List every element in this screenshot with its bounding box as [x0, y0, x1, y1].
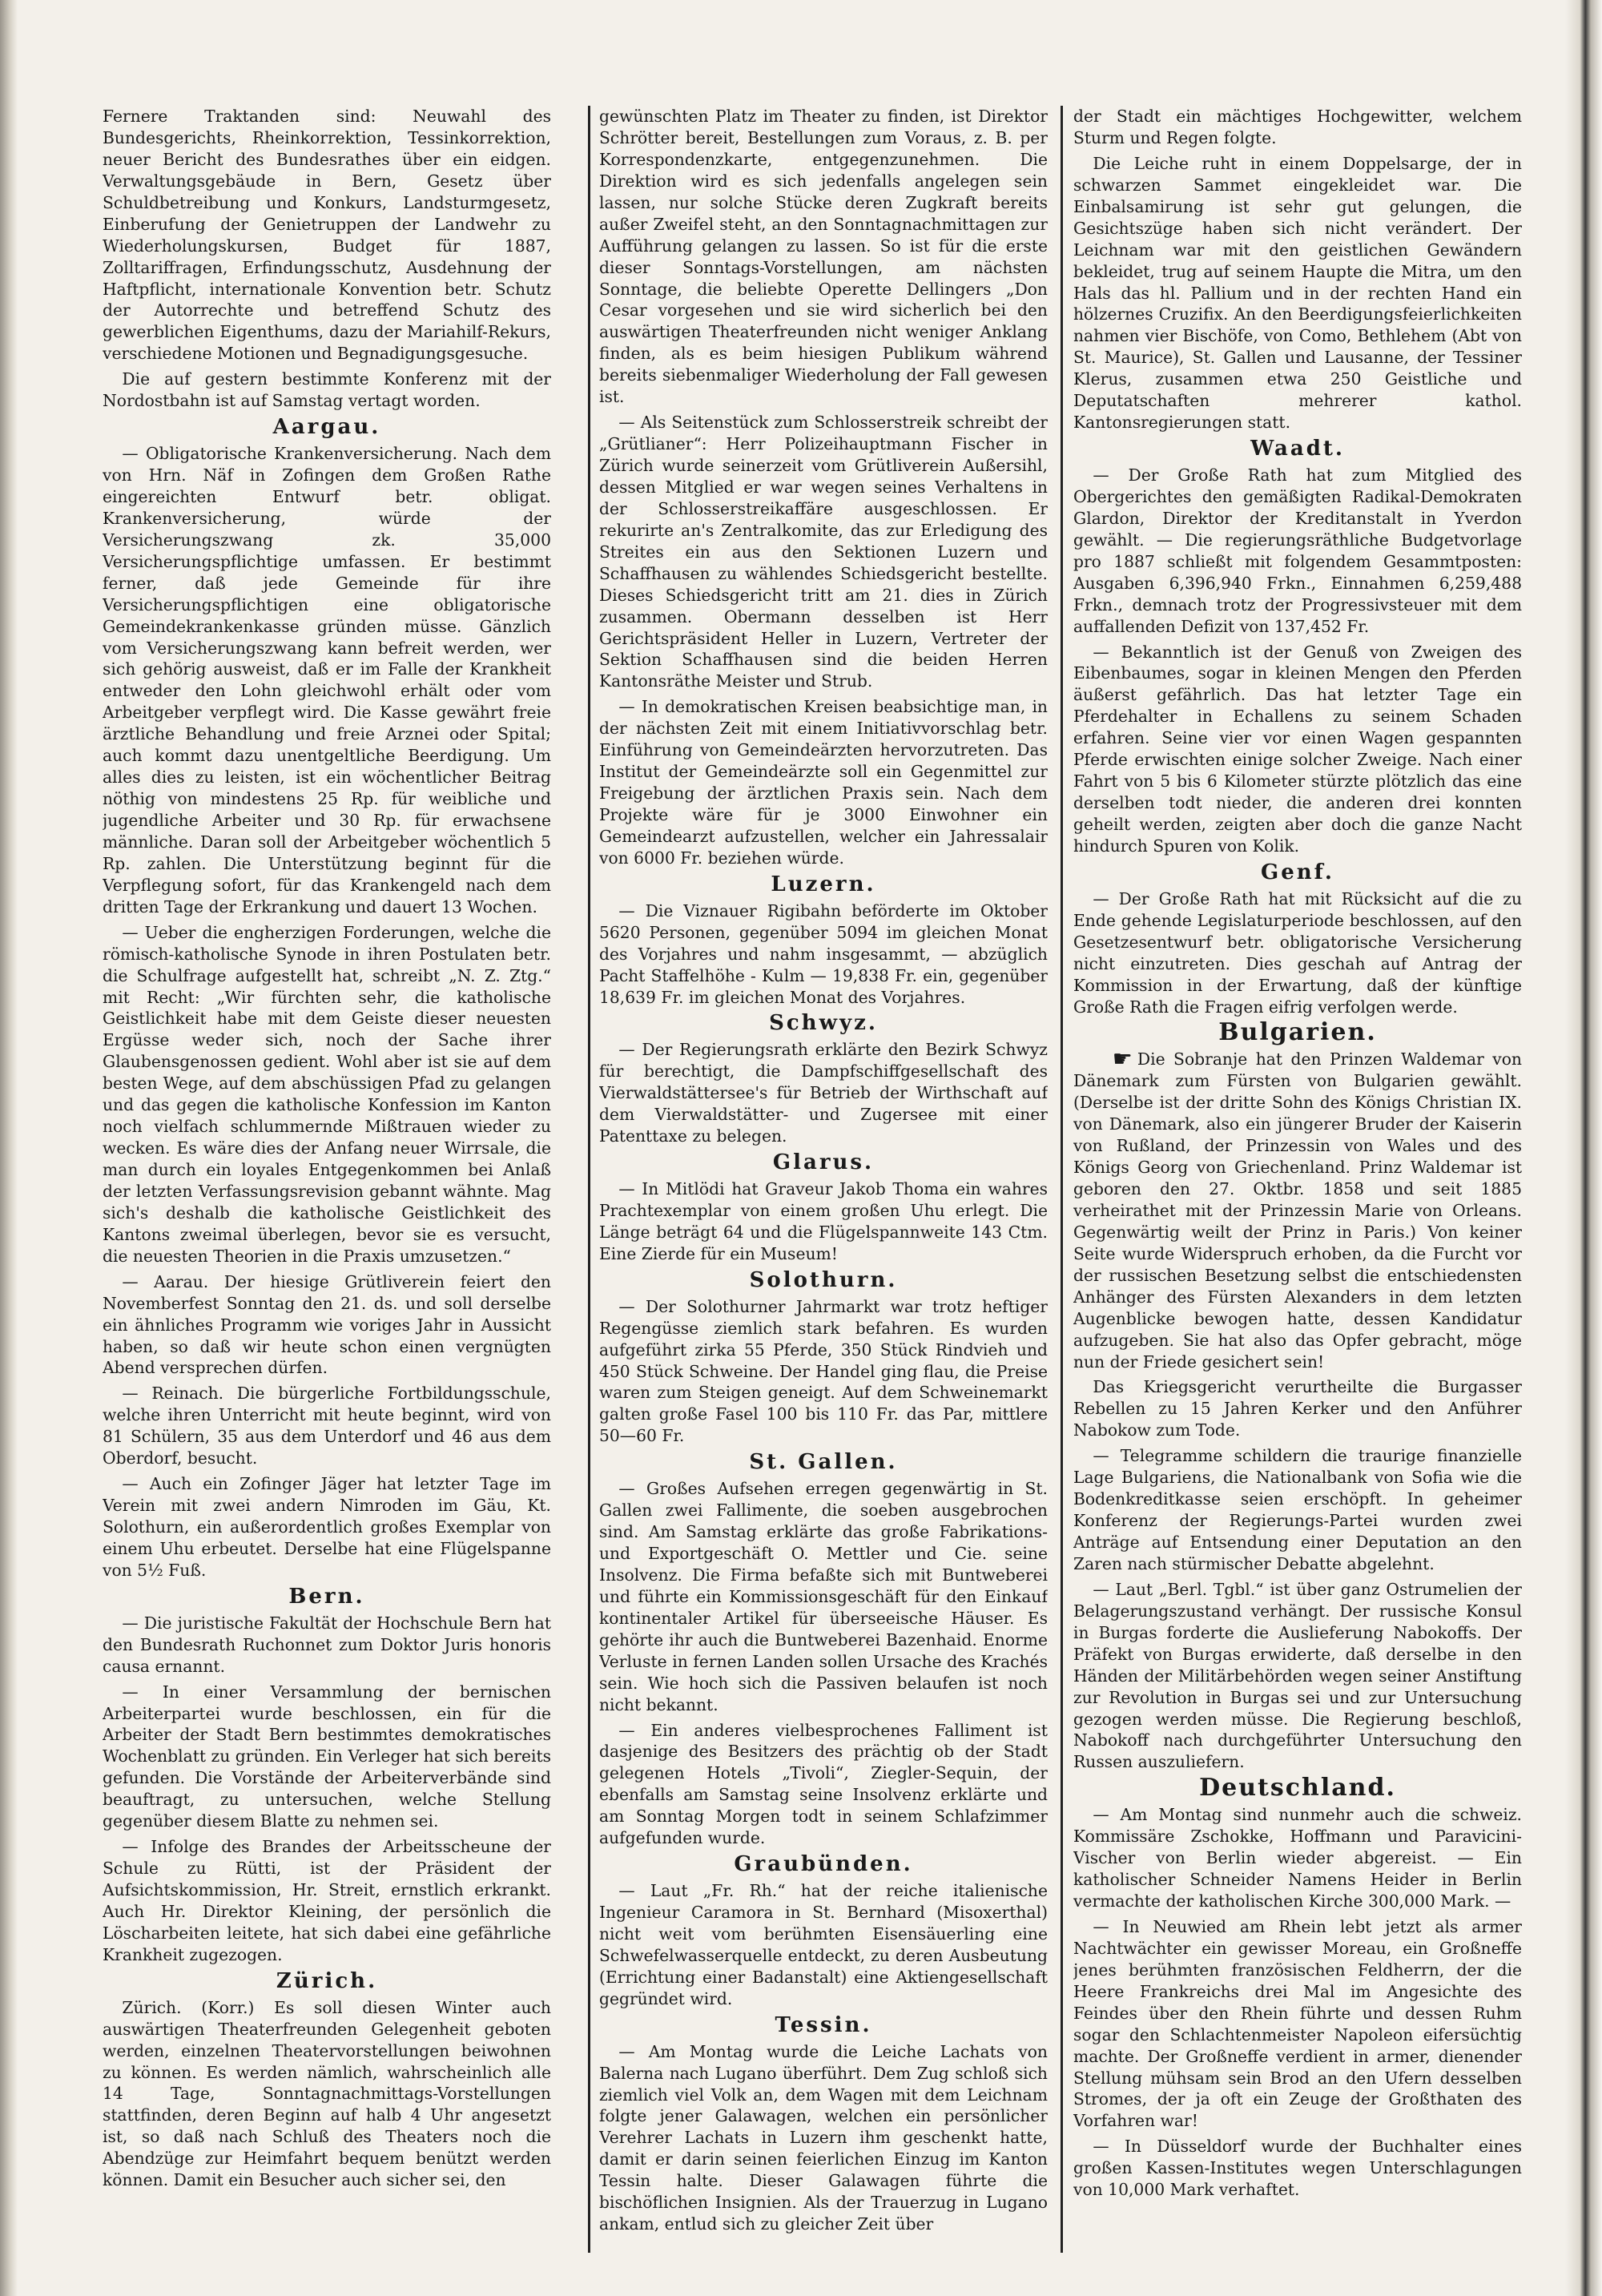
- section-heading: Zürich.: [276, 1968, 378, 1993]
- article-paragraph: — Der Regierungsrath erklärte den Bezirk Schwyz für berechtigt, die Dampfschiffgesellschaft des Vierwaldstättersee's für Betrieb der Wirthschaft auf dem Vierwaldstätter- und Zugersee mit einer Patenttaxe zu belegen.: [599, 1040, 1048, 1146]
- article-paragraph: — Der Große Rath hat mit Rücksicht auf die zu Ende gehende Legislaturperiode beschlossen, auf den Gesetzesentwurf betr. obligatorische Versicherung nicht einzutreten. Dies geschah auf Antrag der Kommission in der Erwartung, daß der künftige Große Rath die Fragen eifrig verfolgen werde.: [1073, 888, 1522, 1017]
- article-paragraph: — Obligatorische Krankenversicherung. Nach dem von Hrn. Näf in Zofingen dem Großen Rathe eingereichten Entwurf betr. obligat. Krankenversicherung, würde der Versicherungszwang zk. 35,000 Versicherungspflichtige umfassen. Er bestimmt ferner, daß jede Gemeinde für ihre Versicherungspflichtigen eine obligatorische Gemeindekrankenkasse gründen müsse. Gänzlich vom Versicherungszwang kann befreit werden, wer sich gehörig ausweist, daß er im Falle der Krankheit entweder den Lohn gleichwohl erhält oder vom Arbeitgeber verpflegt wird. Die Kasse gewährt freie ärztliche Behandlung und freie Arznei oder Spital; auch kommt dazu unentgeltliche Beerdigung. Um alles dies zu leisten, ist ein wöchentlicher Beitrag nöthig von mindestens 25 Rp. für weibliche und jugendliche Arbeiter und 30 Rp. für erwachsene männliche. Daran soll der Arbeitgeber wöchentlich 5 Rp. zahlen. Die Unterstützung beginnt für die Verpflegung sofort, für das Krankengeld nach dem dritten Tage der Erkrankung und dauert 13 Wochen.: [103, 444, 551, 916]
- article-paragraph: — In Mitlödi hat Graveur Jakob Thoma ein wahres Prachtexemplar von einem großen Uhu erlegt. Die Länge beträgt 64 und die Flügelspannweite 143 Ctm. Eine Zierde für ein Museum!: [599, 1179, 1048, 1263]
- article-paragraph: — Am Montag sind nunmehr auch die schweiz. Kommissäre Zschokke, Hoffmann und Paravicini-Vischer von Berlin wieder abgereist. — Ein katholischer Schneider Namens Heider in Berlin vermachte der katholischen Kirche 300,000 Mark. —: [1073, 1805, 1522, 1911]
- article-paragraph: — Laut „Fr. Rh.“ hat der reiche italienische Ingenieur Caramora in St. Bernhard (Misoxerthal) nicht weit vom berühmten Eisensäuerling eine Schwefelwasserquelle entdeckt, zu deren Ausbeutung (Errichtung einer Badanstalt) eine Aktiengesellschaft gegründet wird.: [599, 1881, 1048, 2008]
- article-paragraph: — Laut „Berl. Tgbl.“ ist über ganz Ostrumelien der Belagerungszustand verhängt. Der russische Konsul in Burgas forderte die Auslieferung Nabokoffs. Der Präfekt von Burgas erwiderte, daß derselbe in den Händen der Militärbehörden wegen seiner Anstiftung zur Revolution in Burgas sei und zur Untersuchung gezogen werden müsse. Die Regierung beschloß, Nabokoff nach durchgeführter Untersuchung den Russen auszuliefern.: [1073, 1579, 1522, 1772]
- section-heading: Solothurn.: [749, 1267, 898, 1292]
- article-paragraph: — Infolge des Brandes der Arbeitsscheune der Schule zu Rütti, ist der Präsident der Aufsichtskommission, Hr. Streit, ernstlich erkrankt. Auch Hr. Direktor Kleining, der persönlich die Löscharbeiten leitete, hat sich dabei eine gefährliche Krankheit zugezogen.: [103, 1837, 551, 1964]
- section-heading: Aargau.: [272, 415, 381, 440]
- page-binding-shadow: [0, 0, 18, 2296]
- article-paragraph: gewünschten Platz im Theater zu finden, ist Direktor Schrötter bereit, Bestellungen zum Voraus, z. B. per Korrespondenzkarte, entgegenzunehmen. Die Direktion wird es sich jedenfalls angelegen sein lassen, nur solche Stücke deren Zugkraft bereits außer Zweifel steht, an den Sonntagnachmittagen zur Aufführung gelangen zu lassen. So ist für die erste dieser Sonntags-Vorstellungen, am nächsten Sonntage, die beliebte Operette Dellingers „Don Cesar vorgesehen und sie wird sicherlich bei den auswärtigen Theaterfreunden nicht weniger Anklang finden, als es beim hiesigen Publikum während bereits siebenmaliger Wiederholung der Fall gewesen ist.: [599, 107, 1048, 407]
- article-paragraph: — In einer Versammlung der bernischen Arbeiterpartei wurde beschlossen, ein für die Arbeiter der Stadt Bern bestimmtes demokratisches Wochenblatt zu gründen. Ein Verleger hat sich bereits gefunden. Die Vorstände der Arbeiterverbände sind beauftragt, zu untersuchen, welche Stellung gegenüber diesem Blatte zu nehmen sei.: [103, 1682, 551, 1831]
- section-heading: Luzern.: [771, 872, 876, 896]
- section-heading: St. Gallen.: [749, 1450, 898, 1475]
- article-paragraph: [1073, 1045, 1522, 1372]
- article-paragraph: der Stadt ein mächtiges Hochgewitter, welchem Sturm und Regen folgte.: [1073, 107, 1522, 147]
- article-paragraph: — Großes Aufsehen erregen gegenwärtig in St. Gallen zwei Fallimente, die soeben ausgebrochen sind. Am Samstag erklärte das große Fabrikations- und Exportgeschäft O. Mettler und Cie. seine Insolvenz. Die Firma befaßte sich mit Buntweberei und führte ein Kommissionsgeschäft für den Einkauf kontinentaler Artikel für überseeische Häuser. Es gehörte ihr auch die Buntweberei Bazenhaid. Enorme Verluste in fernen Landen sollen Ursache des Krachés sein. Wie hoch sich die Passiven belaufen ist noch nicht bekannt.: [599, 1479, 1048, 1714]
- article-paragraph: — Ein anderes vielbesprochenes Falliment ist dasjenige des Besitzers des prächtig ob der Stadt gelegenen Hotels „Tivoli“, Ziegler-Sequin, der ebenfalls am Samstag seine Insolvenz erklärte und am Sonntag Morgen todt in seinem Schlafzimmer aufgefunden wurde.: [599, 1720, 1048, 1848]
- article-paragraph: Fernere Traktanden sind: Neuwahl des Bundesgerichts, Rheinkorrektion, Tessinkorrektion, neuer Bericht des Bundesrathes über ein eidgen. Verwaltungsgebäude in Bern, Gesetz über Schuldbetreibung und Konkurs, Landsturmgesetz, Einberufung der Genietruppen der Landwehr zu Wiederholungskursen, Budget für 1887, Zolltariffragen, Erfindungsschutz, Ausdehnung der Haftpflicht, internationale Konvention betr. Schutz der Autorrechte und betreffend Schutz des gewerblichen Eigenthums, dazu der Mariahilf-Rekurs, verschiedene Motionen und Begnadigungsgesuche.: [103, 107, 551, 364]
- article-paragraph: — Die Viznauer Rigibahn beförderte im Oktober 5620 Personen, gegenüber 5094 im gleichen Monat des Vorjahres und nahm insgesammt, — abzüglich Pacht Staffelhöhe - Kulm — 19,838 Fr. ein, gegenüber 18,639 Fr. im gleichen Monat des Vorjahres.: [599, 900, 1048, 1007]
- article-paragraph: — In Neuwied am Rhein lebt jetzt als armer Nachtwächter ein gewisser Moreau, ein Großneffe jenes berühmten französischen Feldherrn, der die Heere Frankreichs drei Mal im Angesichte des Feindes über den Rhein führte und dessen Ruhm sogar den Schlachtenmeister Napoleon eifersüchtig machte. Der Großneffe verdient in armer, dienender Stellung mühsam sein Brod an den Ufern desselben Stromes, der ja oft ein Zeuge der Großthaten des Vorfahren war!: [1073, 1916, 1522, 2131]
- article-paragraph: Zürich. (Korr.) Es soll diesen Winter auch auswärtigen Theaterfreunden Gelegenheit geboten werden, einzelnen Theatervorstellungen beiwohnen zu können. Es werden nämlich, wahrscheinlich alle 14 Tage, Sonntagnachmittags-Vorstellungen stattfinden, deren Beginn auf halb 4 Uhr angesetzt ist, so daß nach Schluß des Theaters noch die Abendzüge zur Heimfahrt bequem benützt werden können. Damit ein Besucher auch sicher sei, den: [103, 1997, 551, 2190]
- section-heading: Genf.: [1261, 860, 1334, 884]
- article-paragraph: — Die juristische Fakultät der Hochschule Bern hat den Bundesrath Ruchonnet zum Doktor Juris honoris causa ernannt.: [103, 1613, 551, 1676]
- section-heading: Glarus.: [772, 1150, 875, 1175]
- section-heading: Deutschland.: [1199, 1774, 1396, 1803]
- section-heading: Schwyz.: [769, 1011, 878, 1036]
- section-heading: Graubünden.: [734, 1852, 913, 1877]
- article-paragraph: — Ueber die engherzigen Forderungen, welche die römisch-katholische Synode in ihren Postulaten betr. die Schulfrage aufgestellt hat, schreibt „N. Z. Ztg.“ mit Recht: „Wir fürchten sehr, die katholische Geistlichkeit habe mit dem Geiste dieser neuesten Ergüsse weder sich, noch der Sache ihrer Glaubensgenossen gedient. Wohl aber ist sie auf dem besten Wege, auf dem abschüssigen Pfad zu gelangen und das gegen die katholische Konfession im Kanton noch vielfach schlummernde Mißtrauen wieder zu wecken. Es wäre dies der Anfang neuer Wirrsale, die man durch ein loyales Entgegenkommen bei Anlaß der letzten Verfassungsrevision gebannt wähnte. Mag sich's deshalb die katholische Geistlichkeit des Kantons zweimal überlegen, bevor sie es versucht, die neuesten Theorien in die Praxis umzusetzen.“: [103, 922, 551, 1266]
- article-paragraph: — Telegramme schildern die traurige finanzielle Lage Bulgariens, die Nationalbank von Sofia wie die Bodenkreditkasse seien erschöpft. In geheimer Konferenz der Regierungs-Partei wurden zwei Anträge auf Entsendung einer Deputation an den Zaren nach stürmischer Debatte abgelehnt.: [1073, 1446, 1522, 1573]
- article-paragraph: — Aarau. Der hiesige Grütliverein feiert den Novemberfest Sonntag den 21. ds. und soll derselbe ein ähnliches Programm wie voriges Jahr in Aussicht haben, so daß wir heute schon einen vergnügten Abend versprechen dürfen.: [103, 1271, 551, 1378]
- article-paragraph: — In Düsseldorf wurde der Buchhalter eines großen Kassen-Institutes wegen Unterschlagungen von 10,000 Mark verhaftet.: [1073, 2137, 1522, 2200]
- article-paragraph: Die auf gestern bestimmte Konferenz mit der Nordostbahn ist auf Samstag vertagt worden.: [103, 369, 551, 411]
- column-2: [599, 106, 1048, 2253]
- section-heading: Waadt.: [1250, 437, 1345, 461]
- article-paragraph: — Reinach. Die bürgerliche Fortbildungsschule, welche ihren Unterricht mit heute beginnt, wird von 81 Schülern, 35 aus dem Unterdorf und 46 aus dem Oberdorf, besucht.: [103, 1384, 551, 1468]
- article-paragraph: — Bekanntlich ist der Genuß von Zweigen des Eibenbaumes, sogar in kleinen Mengen den Pferden äußerst gefährlich. Das hat letzter Tage ein Pferdehalter in Echallens zu seinem Schaden erfahren. Seine vier vor einen Wagen gespannten Pferde erwischten einige solcher Zweige. Nach einer Fahrt von 5 bis 6 Kilometer stürzte plötzlich das eine derselben todt nieder, die anderen drei konnten geheilt werden, zeigten aber doch die ganze Nacht hindurch Spuren von Kolik.: [1073, 642, 1522, 856]
- article-text: Die Sobranje hat den Prinzen Waldemar von Dänemark zum Fürsten von Bulgarien gewählt. (Derselbe ist der dritte Sohn des Königs Christian IX. von Dänemark, also ein jüngerer Bruder der Kaiserin von Rußland, der Prinzessin von Wales und des Königs Georg von Griechenland. Prinz Waldemar ist geboren den 27. Oktbr. 1858 und seit 1885 verheirathet mit der Prinzessin Marie von Orleans. Gegenwärtig weilt der Prinz in Paris.) Von keiner Seite wurde Widerspruch erhoben, da die Furcht vor der russischen Besetzung selbst die entschiedensten Anhänger des Fürsten Alexanders in dem letzten Augenblicke bewogen hatte, dessen Kandidatur aufzugeben. Sie hat also das Opfer gebracht, möge nun der Friede gesichert sein!: [1073, 1049, 1522, 1372]
- article-paragraph: Die Leiche ruht in einem Doppelsarge, der in schwarzen Sammet eingekleidet war. Die Einbalsamirung ist sehr gut gelungen, die Gesichtszüge haben sich nicht verändert. Der Leichnam war mit den geistlichen Gewändern bekleidet, trug auf seinem Haupte die Mitra, um den Hals das hl. Pallium und in der rechten Hand ein hölzernes Cruzifix. An den Beerdigungsfeierlichkeiten nahmen vier Bischöfe, von Como, Bethlehem (Abt von St. Maurice), St. Gallen und Lausanne, der Tessiner Klerus, zusammen etwa 250 Geistliche und Deputatschaften mehrerer kathol. Kantonsregierungen statt.: [1073, 153, 1522, 433]
- section-heading: Bern.: [288, 1584, 365, 1609]
- section-heading: Tessin.: [775, 2012, 872, 2037]
- article-paragraph: Das Kriegsgericht verurtheilte die Burgasser Rebellen zu 15 Jahren Kerker und den Anführer Nabokow zum Tode.: [1073, 1377, 1522, 1440]
- column-1: [103, 106, 551, 2253]
- article-paragraph: — Auch ein Zofinger Jäger hat letzter Tage im Verein mit zwei andern Nimroden im Gäu, Kt. Solothurn, ein außerordentlich großes Exemplar von einem Uhu erbeutet. Derselbe hat eine Flügelspanne von 5½ Fuß.: [103, 1474, 551, 1580]
- article-paragraph: — Der Große Rath hat zum Mitglied des Obergerichtes den gemäßigten Radikal-Demokraten Glardon, Direktor der Kreditanstalt in Yverdon gewählt. — Die regierungsräthliche Budgetvorlage pro 1887 schließt mit folgendem Gesammtposten: Ausgaben 6,396,940 Frkn., Einnahmen 6,259,488 Frkn., demnach trotz der Progressivsteuer mit dem auffallenden Defizit von 137,452 Fr.: [1073, 465, 1522, 636]
- article-paragraph: — Der Solothurner Jahrmarkt war trotz heftiger Regengüsse ziemlich stark befahren. Es wurden aufgeführt zirka 55 Pferde, 350 Stück Rindvieh und 450 Stück Schweine. Der Handel ging flau, die Preise waren zum Steigen geneigt. Auf dem Schweinemarkt galten große Fasel 100 bis 110 Fr. das Par, mittlere 50—60 Fr.: [599, 1296, 1048, 1446]
- article-paragraph: — Am Montag wurde die Leiche Lachats von Balerna nach Lugano überführt. Dem Zug schloß sich ziemlich viel Volk an, dem Wagen mit dem Leichnam folgte jener Galawagen, welchen ein persönlicher Verehrer Lachats in Luzern ihm geschenkt hatte, damit er darin seinen feierlichen Einzug im Kanton Tessin halte. Dieser Galawagen führte die bischöflichen Insignien. Als der Trauerzug in Lugano ankam, entlud sich zu gleicher Zeit über: [599, 2041, 1048, 2234]
- article-paragraph: — In demokratischen Kreisen beabsichtige man, in der nächsten Zeit mit einem Initiativvorschlag betr. Einführung von Gemeindeärzten hervorzutreten. Das Institut der Gemeindeärzte soll ein Gegenmittel zur Freigebung der ärztlichen Praxis sein. Nach dem Projekte wäre für je 3000 Einwohner ein Gemeindearzt aufzustellen, welcher ein Jahressalair von 6000 Fr. beziehen würde.: [599, 697, 1048, 868]
- next-page-edge: [1565, 0, 1602, 2296]
- article-paragraph: — Als Seitenstück zum Schlosserstreik schreibt der „Grütlianer“: Herr Polizeihauptmann Fischer in Zürich wurde seinerzeit vom Grütliverein Außersihl, dessen Mitglied er war wegen seines Verhaltens in der Schlosserstreikaffäre ausgeschlossen. Er rekurirte an's Zentralkomite, das zur Erledigung des Streites ein aus den Sektionen Luzern und Schaffhausen zu wählendes Schiedsgericht bestellte. Dieses Schiedsgericht tritt am 21. dies in Zürich zusammen. Obermann desselben ist Herr Gerichtspräsident Heller in Luzern, Vertreter der Sektion Schaffhausen sind die beiden Herren Kantonsräthe Meister und Strub.: [599, 413, 1048, 691]
- section-heading: Bulgarien.: [1218, 1018, 1377, 1047]
- column-3: [1073, 106, 1522, 2253]
- pointing-hand-icon: ☛: [1112, 1045, 1133, 1073]
- newspaper-page: [103, 106, 1522, 2253]
